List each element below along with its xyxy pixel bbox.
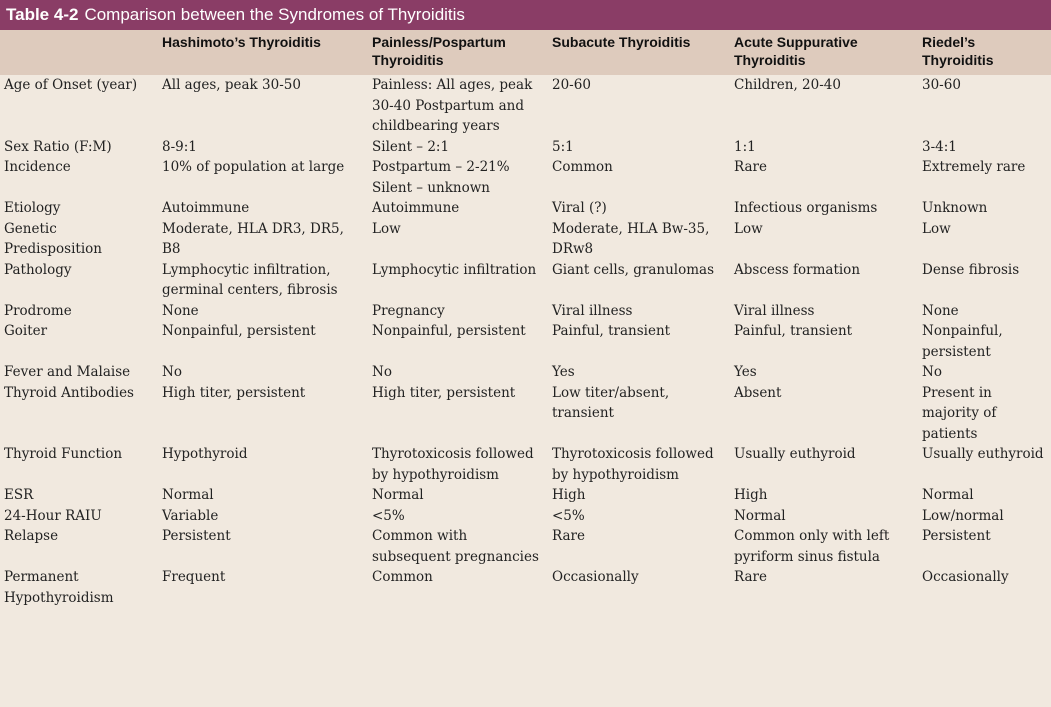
table-cell: Giant cells, granulomas xyxy=(552,261,715,278)
table-cell: Frequent xyxy=(162,569,226,585)
table-cell: Persistent xyxy=(162,528,231,544)
table-row xyxy=(0,219,1051,260)
table-cell: Low xyxy=(922,220,951,237)
table-cell: <5% xyxy=(372,507,405,524)
table-cell: Low xyxy=(734,220,763,237)
table-cell: No xyxy=(372,364,392,380)
row-label: Genetic Predisposition xyxy=(4,220,102,257)
row-label: Age of Onset (year) xyxy=(4,77,138,93)
table-cell: Low xyxy=(372,220,401,237)
table-cell: Usually euthyroid xyxy=(734,446,856,462)
row-label: Fever and Malaise xyxy=(4,364,131,380)
table-cell: Moderate, HLA DR3, DR5, B8 xyxy=(162,220,344,257)
table-cell: No xyxy=(922,364,942,380)
table-row xyxy=(0,526,1051,567)
table-cell: Variable xyxy=(162,507,219,524)
table-cell: Occasionally xyxy=(922,569,1009,585)
table-cell: Nonpainful, persistent xyxy=(372,323,526,339)
table-cell: 1:1 xyxy=(734,138,756,155)
table-cell: None xyxy=(162,302,199,319)
row-label: Incidence xyxy=(4,159,71,175)
table-title: Comparison between the Syndromes of Thyroiditis xyxy=(84,5,465,24)
table-row xyxy=(0,321,1051,362)
table-cell: No xyxy=(162,364,182,380)
table-cell: High xyxy=(552,487,586,503)
table-cell: Common only with left pyriform sinus fistula xyxy=(734,528,890,565)
table-cell: Rare xyxy=(552,528,585,544)
header-riedel: Riedel’s Thyroiditis xyxy=(918,30,1051,75)
table-cell: All ages, peak 30-50 xyxy=(162,77,301,93)
row-label: Relapse xyxy=(4,528,59,544)
row-label: Thyroid Antibodies xyxy=(4,384,134,401)
table-cell: 30-60 xyxy=(922,77,961,93)
header-acute-suppurative: Acute Suppurative Thyroiditis xyxy=(730,30,918,75)
header-subacute: Subacute Thyroiditis xyxy=(548,30,730,75)
header-painless-postpartum: Painless/Pospartum Thyroiditis xyxy=(368,30,548,75)
table-cell: High titer, persistent xyxy=(162,384,306,401)
table-cell: Lymphocytic infiltration xyxy=(372,261,537,278)
row-label: 24-Hour RAIU xyxy=(4,507,102,524)
table-number: Table 4-2 xyxy=(6,5,79,24)
table-cell: Normal xyxy=(372,487,424,503)
table-cell: Rare xyxy=(734,569,767,585)
table-cell: 10% of population at large xyxy=(162,159,345,175)
table-cell: Yes xyxy=(734,364,757,380)
row-label: Permanent Hypothyroidism xyxy=(4,569,114,606)
header-row xyxy=(0,30,1051,75)
table-row xyxy=(0,75,1051,137)
header-hashimoto: Hashimoto’s Thyroiditis xyxy=(158,30,368,75)
row-label: Prodrome xyxy=(4,302,72,319)
table-cell: 3-4:1 xyxy=(922,138,957,155)
row-label: ESR xyxy=(4,487,34,503)
table-title-bar xyxy=(0,0,1051,30)
table-cell: Nonpainful, persistent xyxy=(922,323,1003,360)
table-cell: Usually euthyroid xyxy=(922,446,1044,462)
table-cell: Viral illness xyxy=(552,302,633,319)
table-cell: Thyrotoxicosis followed by hypothyroidism xyxy=(552,446,714,483)
table-cell: Nonpainful, persistent xyxy=(162,323,316,339)
table-cell: Unknown xyxy=(922,200,988,216)
table-row xyxy=(0,137,1051,158)
table-cell: Painful, transient xyxy=(552,323,671,339)
row-label: Goiter xyxy=(4,323,48,339)
table-cell: Common with subsequent pregnancies xyxy=(372,528,539,565)
table-cell: High titer, persistent xyxy=(372,384,516,401)
table-cell: High xyxy=(734,487,768,503)
table-row xyxy=(0,444,1051,485)
thyroiditis-comparison-table xyxy=(0,30,1051,612)
table-cell: Rare xyxy=(734,159,767,175)
table-cell: Present in majority of patients xyxy=(922,384,997,442)
table-cell: Children, 20-40 xyxy=(734,77,841,93)
table-cell: Dense fibrosis xyxy=(922,261,1020,278)
table-cell: Persistent xyxy=(922,528,991,544)
table-body xyxy=(0,75,1051,612)
table-cell: 5:1 xyxy=(552,138,574,155)
table-row xyxy=(0,157,1051,198)
table-cell: Autoimmune xyxy=(162,200,250,216)
table-row xyxy=(0,362,1051,383)
row-label: Pathology xyxy=(4,261,72,278)
table-row xyxy=(0,485,1051,506)
table-cell: Moderate, HLA Bw-35, DRw8 xyxy=(552,220,710,257)
table-cell: Low/normal xyxy=(922,507,1004,524)
table-row xyxy=(0,301,1051,322)
table-cell: Postpartum – 2-21% Silent – unknown xyxy=(372,159,510,196)
table-cell: 8-9:1 xyxy=(162,138,197,155)
table-cell: Low titer/absent, transient xyxy=(552,384,670,421)
table-cell: Absent xyxy=(734,384,782,401)
table-cell: 20-60 xyxy=(552,77,591,93)
header-cell-empty xyxy=(0,30,158,75)
row-label: Thyroid Function xyxy=(4,446,123,462)
table-row xyxy=(0,198,1051,219)
table-cell: Normal xyxy=(922,487,974,503)
table-cell: Silent – 2:1 xyxy=(372,138,450,155)
table-cell: Autoimmune xyxy=(372,200,460,216)
table-cell: Occasionally xyxy=(552,569,639,585)
table-row xyxy=(0,506,1051,527)
table-cell: Viral (?) xyxy=(552,200,607,216)
table-cell: Lymphocytic infiltration, germinal centers, fibrosis xyxy=(162,261,338,298)
table-cell: Painless: All ages, peak 30-40 Postpartum and childbearing years xyxy=(372,77,533,134)
table-row xyxy=(0,260,1051,301)
table-cell: <5% xyxy=(552,507,585,524)
table-row xyxy=(0,567,1051,612)
table-cell: Common xyxy=(552,159,613,175)
table-row xyxy=(0,383,1051,445)
table-cell: Infectious organisms xyxy=(734,200,878,216)
table-cell: Thyrotoxicosis followed by hypothyroidism xyxy=(372,446,534,483)
table-cell: Painful, transient xyxy=(734,323,853,339)
row-label: Etiology xyxy=(4,200,61,216)
table-cell: Common xyxy=(372,569,433,585)
table-cell: None xyxy=(922,302,959,319)
table-cell: Viral illness xyxy=(734,302,815,319)
row-label: Sex Ratio (F:M) xyxy=(4,138,112,155)
table-cell: Extremely rare xyxy=(922,159,1026,175)
table-cell: Yes xyxy=(552,364,575,380)
table-cell: Pregnancy xyxy=(372,302,445,319)
table-cell: Normal xyxy=(734,507,786,524)
table-cell: Normal xyxy=(162,487,214,503)
table-cell: Abscess formation xyxy=(734,261,861,278)
table-cell: Hypothyroid xyxy=(162,446,248,462)
